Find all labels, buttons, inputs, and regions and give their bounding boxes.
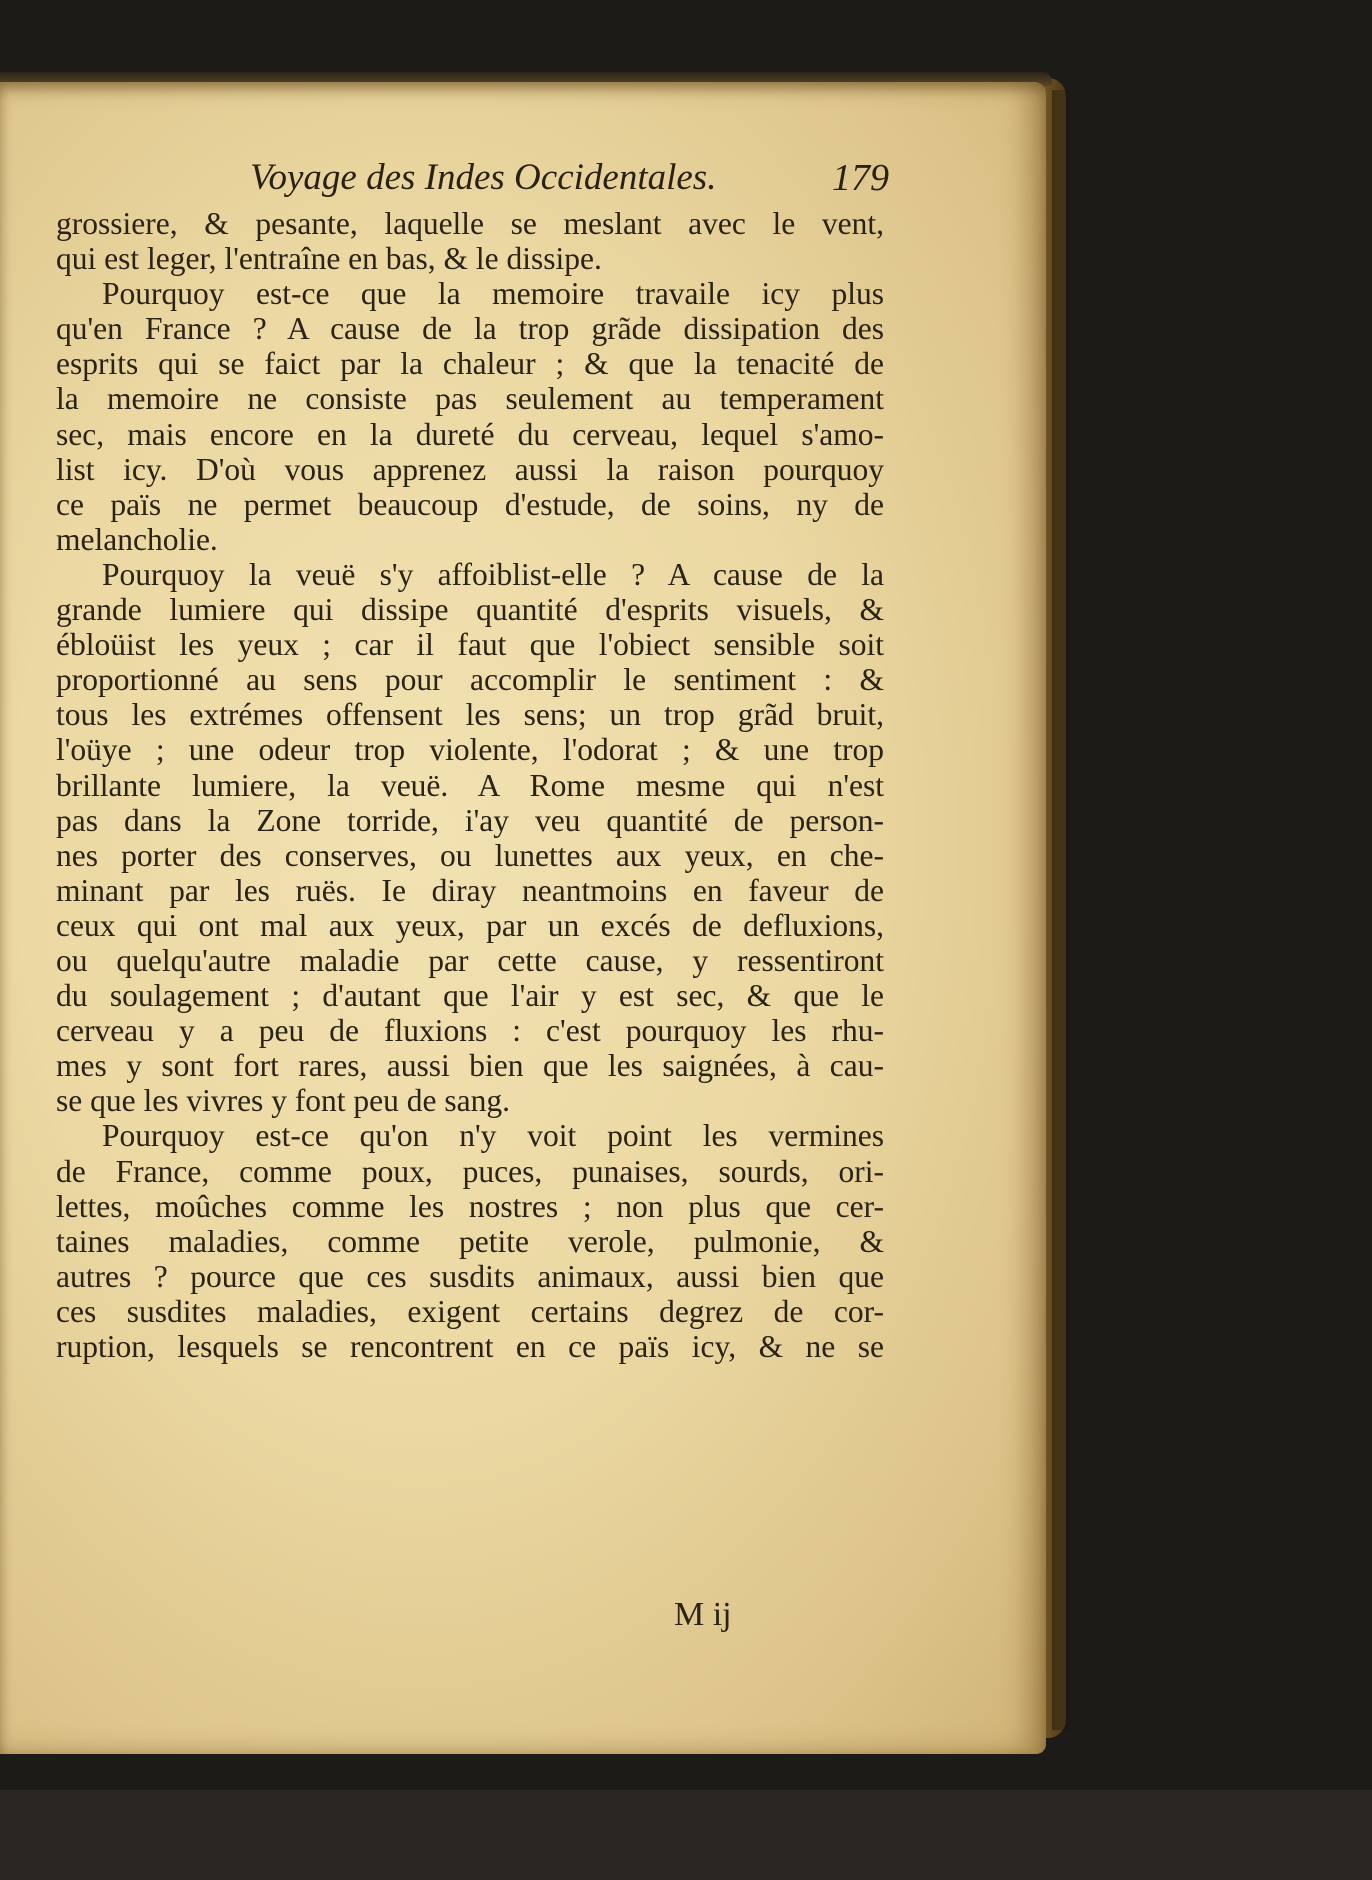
text-line: list icy. D'où vous apprenez aussi la raison pourquoy: [56, 451, 884, 487]
text-line: ceux qui ont mal aux yeux, par un excés de defluxions,: [56, 907, 884, 943]
signature-mark: M ij: [674, 1596, 732, 1633]
text-line: ces susdites maladies, exigent certains degrez de cor-: [56, 1293, 884, 1329]
text-line: minant par les ruës. Ie diray neantmoins en faveur de: [56, 872, 884, 908]
text-line: qu'en France ? A cause de la trop grãde dissipation des: [56, 311, 884, 347]
text-line: tous les extrémes offensent les sens; un trop grãd bruit,: [56, 697, 884, 733]
text-line: esprits qui se faict par la chaleur ; & que la tenacité de: [56, 346, 884, 382]
paragraph-start-line: Pourquoy est-ce que la memoire travaile icy plus: [102, 276, 884, 312]
text-line: grossiere, & pesante, laquelle se meslant avec le vent,: [56, 206, 884, 241]
text-line: se que les vivres y font peu de sang.: [56, 1083, 511, 1119]
text-line: la memoire ne consiste pas seulement au temperament: [56, 381, 884, 417]
paragraph-start-line: Pourquoy la veuë s'y affoiblist-elle ? A cause de la: [102, 556, 884, 592]
text-line: autres ? pource que ces susdits animaux, aussi bien que: [56, 1258, 884, 1294]
text-line: qui est leger, l'entraîne en bas, & le dissipe.: [56, 241, 602, 277]
text-line: mes y sont fort rares, aussi bien que les saignées, à cau-: [56, 1048, 884, 1084]
text-line: cerveau y a peu de fluxions : c'est pourquoy les rhu-: [56, 1013, 884, 1049]
text-line: l'oüye ; une odeur trop violente, l'odorat ; & une trop: [56, 732, 884, 768]
text-line: taines maladies, comme petite verole, pulmonie, &: [56, 1223, 884, 1259]
text-line: nes porter des conserves, ou lunettes aux yeux, en che-: [56, 837, 884, 873]
text-line: lettes, moûches comme les nostres ; non plus que cer-: [56, 1188, 884, 1224]
paragraph-start-line: Pourquoy est-ce qu'on n'y voit point les vermines: [102, 1118, 884, 1154]
text-line: pas dans la Zone torride, i'ay veu quantité de person-: [56, 802, 884, 838]
text-line: ruption, lesquels se rencontrent en ce païs icy, & ne se: [56, 1329, 884, 1364]
text-line: melancholie.: [56, 521, 218, 557]
text-line: du soulagement ; d'autant que l'air y est sec, & que le: [56, 978, 884, 1014]
book-edge-shadow: [1052, 90, 1072, 1730]
text-line: sec, mais encore en la dureté du cerveau, lequel s'amo-: [56, 416, 884, 452]
text-line: proportionné au sens pour accomplir le sentiment : &: [56, 662, 884, 698]
text-line: de France, comme poux, puces, punaises, sourds, ori-: [56, 1153, 884, 1189]
text-line: ébloüist les yeux ; car il faut que l'obiect sensible soit: [56, 627, 884, 663]
page-number: 179: [832, 157, 889, 199]
text-line: brillante lumiere, la veuë. A Rome mesme qui n'est: [56, 767, 884, 803]
text-line: grande lumiere qui dissipe quantité d'esprits visuels, &: [56, 592, 884, 628]
text-line: ce païs ne permet beaucoup d'estude, de soins, ny de: [56, 486, 884, 522]
text-line: ou quelqu'autre maladie par cette cause, y ressentiront: [56, 942, 884, 978]
running-head: Voyage des Indes Occidentales.: [250, 157, 717, 198]
background-bottom-band: [0, 1790, 1372, 1880]
body-text: [56, 206, 884, 1364]
